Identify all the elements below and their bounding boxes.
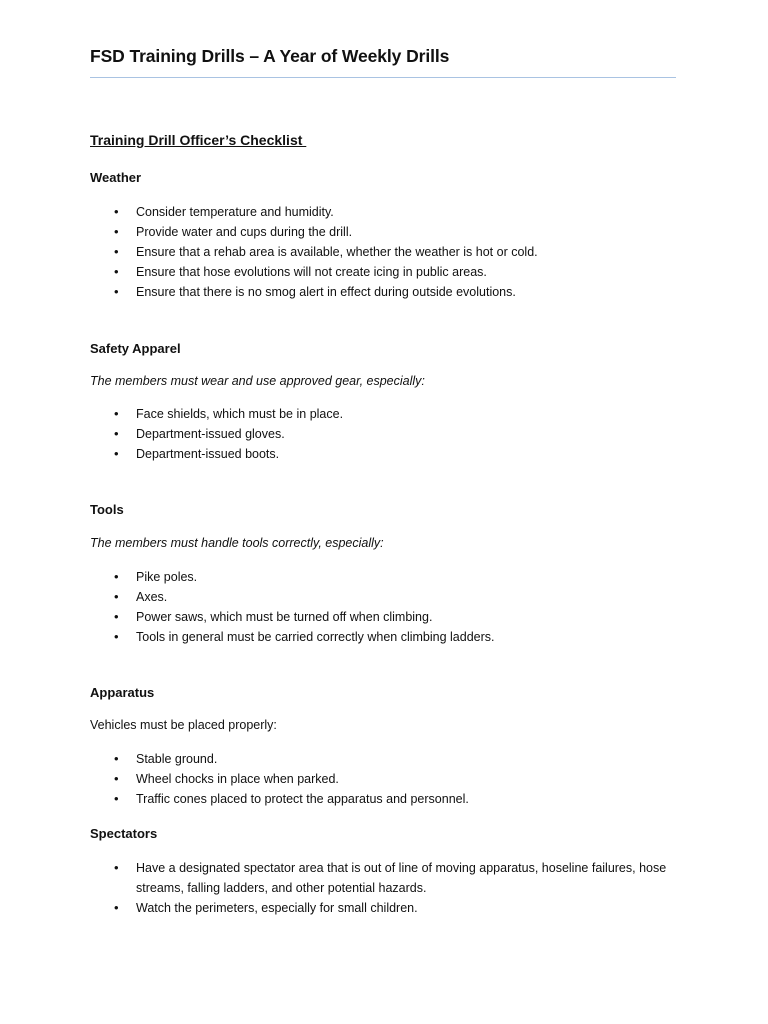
bullet-icon: • <box>114 224 119 239</box>
bullet-icon: • <box>114 244 119 259</box>
list-item: • Stable ground. <box>0 749 676 769</box>
list-item: • Tools in general must be carried correctly when climbing ladders. <box>0 627 676 647</box>
bullet-icon: • <box>114 771 119 786</box>
list-item: • Watch the perimeters, especially for small children. <box>0 898 676 918</box>
tools-intro: The members must handle tools correctly, especially: <box>90 536 384 550</box>
section-heading-tools: Tools <box>90 502 124 517</box>
bullet-icon: • <box>114 791 119 806</box>
section-heading-weather: Weather <box>90 170 142 185</box>
tools-list <box>0 567 768 647</box>
list-item: • Pike poles. <box>0 567 676 587</box>
list-item: • Power saws, which must be turned off when climbing. <box>0 607 676 627</box>
document-title: FSD Training Drills – A Year of Weekly Drills <box>90 46 450 66</box>
list-item: • Have a designated spectator area that is out of line of moving apparatus, hoseline failures, hose streams, falling ladders, and other potential hazards. <box>114 860 667 895</box>
bullet-icon: • <box>114 900 119 915</box>
list-item: • Provide water and cups during the drill. <box>0 222 676 242</box>
bullet-icon: • <box>114 284 119 299</box>
bullet-icon: • <box>114 609 119 624</box>
list-item: • Consider temperature and humidity. <box>0 202 676 222</box>
apparatus-list <box>0 749 768 809</box>
safety-apparel-intro: The members must wear and use approved gear, especially: <box>90 374 425 388</box>
bullet-icon: • <box>114 629 119 644</box>
weather-list <box>0 202 768 302</box>
section-heading-safety-apparel: Safety Apparel <box>90 341 181 356</box>
title-divider <box>90 77 676 78</box>
spectators-list <box>0 858 768 918</box>
bullet-icon: • <box>114 569 119 584</box>
bullet-icon: • <box>114 426 119 441</box>
safety-apparel-list <box>0 404 768 464</box>
list-item: • Ensure that there is no smog alert in effect during outside evolutions. <box>0 282 676 302</box>
bullet-icon: • <box>114 860 119 875</box>
list-item: • Ensure that hose evolutions will not create icing in public areas. <box>0 262 676 282</box>
bullet-icon: • <box>114 751 119 766</box>
list-item: • Traffic cones placed to protect the apparatus and personnel. <box>0 789 676 809</box>
apparatus-intro: Vehicles must be placed properly: <box>90 718 277 732</box>
bullet-icon: • <box>114 264 119 279</box>
bullet-icon: • <box>114 589 119 604</box>
list-item: • Department-issued boots. <box>0 444 676 464</box>
checklist-title: Training Drill Officer’s Checklist <box>90 132 307 148</box>
bullet-icon: • <box>114 446 119 461</box>
bullet-icon: • <box>114 406 119 421</box>
section-heading-spectators: Spectators <box>90 826 158 841</box>
list-item: • Axes. <box>0 587 676 607</box>
list-item: • Face shields, which must be in place. <box>0 404 676 424</box>
bullet-icon: • <box>114 204 119 219</box>
list-item: • Department-issued gloves. <box>0 424 676 444</box>
list-item: • Wheel chocks in place when parked. <box>0 769 676 789</box>
section-heading-apparatus: Apparatus <box>90 685 155 700</box>
list-item: • Ensure that a rehab area is available, whether the weather is hot or cold. <box>0 242 676 262</box>
